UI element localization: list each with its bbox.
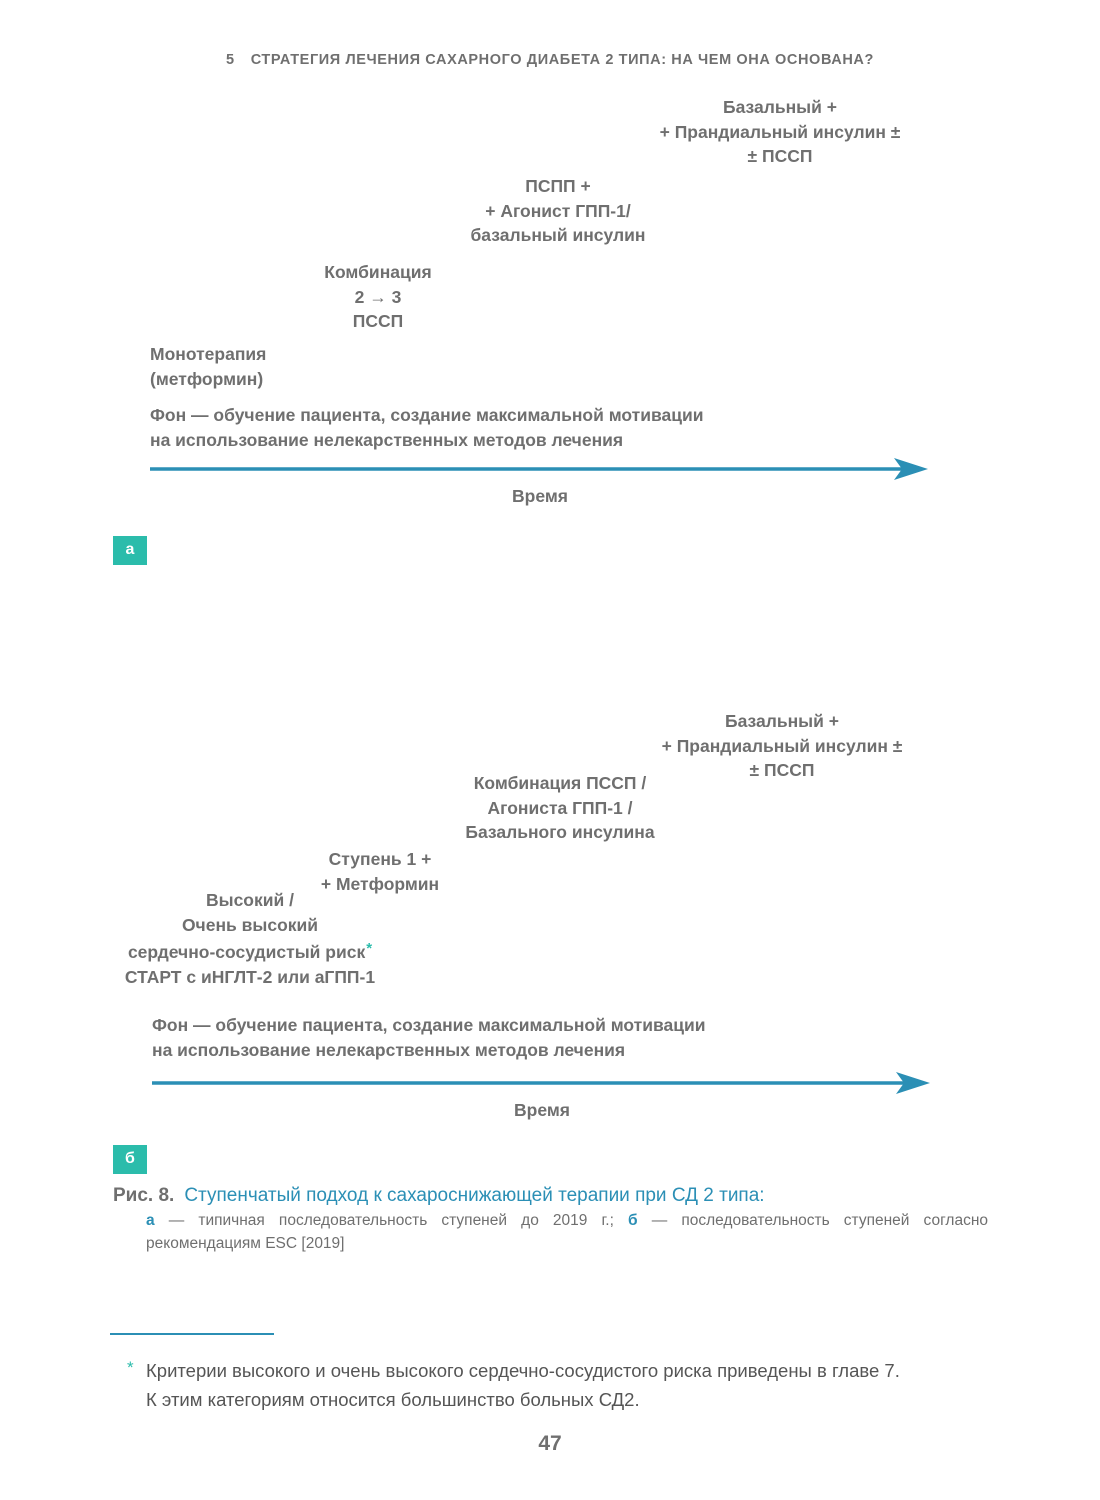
panel-a-time-label: Время — [512, 486, 568, 506]
panel-a-time-arrow — [150, 457, 930, 481]
step-line — [100, 937, 400, 965]
panel-b-label: б — [113, 1145, 147, 1174]
step-line: ± ПССП — [749, 760, 815, 780]
figure-caption-title — [113, 1185, 765, 1207]
caption-key-b: б — [628, 1212, 638, 1229]
panel-b-step-1 — [100, 888, 400, 989]
footnote-separator — [110, 1333, 274, 1335]
background-line: на использование нелекарственных методов лечения — [150, 429, 624, 450]
step-line: Высокий / — [205, 890, 294, 910]
step-line: Комбинация ПССП / — [473, 773, 647, 793]
chapter-title: СТРАТЕГИЯ ЛЕЧЕНИЯ САХАРНОГО ДИАБЕТА 2 ТИПА: НА ЧЕМ ОНА ОСНОВАНА? — [250, 52, 874, 68]
footnote — [127, 1356, 900, 1414]
step-line: Базального инсулина — [465, 822, 655, 842]
panel-a-background-text — [150, 403, 704, 452]
running-header — [0, 52, 1100, 68]
panel-b-time-arrow — [152, 1071, 932, 1095]
footnote-star: * — [127, 1358, 134, 1377]
panel-a-step-4 — [630, 95, 930, 169]
panel-b-step-3 — [440, 771, 680, 845]
background-line: на использование нелекарственных методов лечения — [152, 1039, 626, 1060]
step-line: Комбинация — [324, 262, 432, 282]
figure-label: Рис. 8. — [113, 1185, 175, 1206]
step-line: + Метформин — [320, 873, 440, 894]
figure-caption-body — [146, 1209, 988, 1255]
step-line: + Прандиальный инсулин ± — [659, 121, 901, 142]
panel-a-label: а — [113, 536, 147, 565]
step-line: + Агонист ГПП-1/ — [485, 200, 631, 221]
step-line: + Прандиальный инсулин ± — [661, 735, 903, 756]
caption-key-a: а — [146, 1212, 155, 1229]
panel-a-step-2 — [298, 260, 458, 334]
step-line: Агониста ГПП-1 / — [487, 797, 633, 818]
panel-b-time-label: Время — [514, 1100, 570, 1120]
background-line: Фон — обучение пациента, создание максимальной мотивации — [152, 1015, 706, 1035]
step-line: ± ПССП — [747, 146, 813, 166]
panel-a-step-3 — [448, 174, 668, 248]
step-line-text: сердечно-сосудистый риск — [127, 942, 366, 962]
step-line: ПСПП + — [525, 176, 591, 196]
step-line: Монотерапия — [150, 344, 267, 364]
footnote-marker: * — [366, 940, 373, 957]
step-line: 2 → 3 — [354, 286, 402, 307]
panel-b-background-text — [152, 1013, 706, 1062]
step-line: (метформин) — [150, 368, 264, 389]
step-line: Ступень 1 + — [328, 849, 432, 869]
page-number: 47 — [538, 1432, 562, 1455]
step-line: ПССП — [352, 311, 404, 331]
footnote-line: К этим категориям относится большинство больных СД2. — [146, 1389, 640, 1410]
caption-text-b: — последовательность ступеней согласно рекомендациям ESC [2019] — [146, 1212, 989, 1252]
background-line: Фон — обучение пациента, создание максимальной мотивации — [150, 405, 704, 425]
chapter-number: 5 — [226, 52, 235, 68]
step-line: Очень высокий — [181, 914, 319, 935]
caption-text-a: — типичная последовательность ступеней до 2019 г.; — [154, 1212, 629, 1229]
step-line: базальный инсулин — [470, 225, 646, 245]
step-line: Базальный + — [725, 711, 839, 731]
step-line: СТАРТ с иНГЛТ-2 или аГПП-1 — [124, 966, 376, 987]
panel-a-step-1 — [150, 342, 266, 391]
figure-title: Ступенчатый подход к сахароснижающей терапии при СД 2 типа: — [184, 1185, 765, 1206]
step-line: Базальный + — [723, 97, 837, 117]
footnote-line: Критерии высокого и очень высокого сердечно-сосудистого риска приведены в главе 7. — [146, 1360, 900, 1381]
